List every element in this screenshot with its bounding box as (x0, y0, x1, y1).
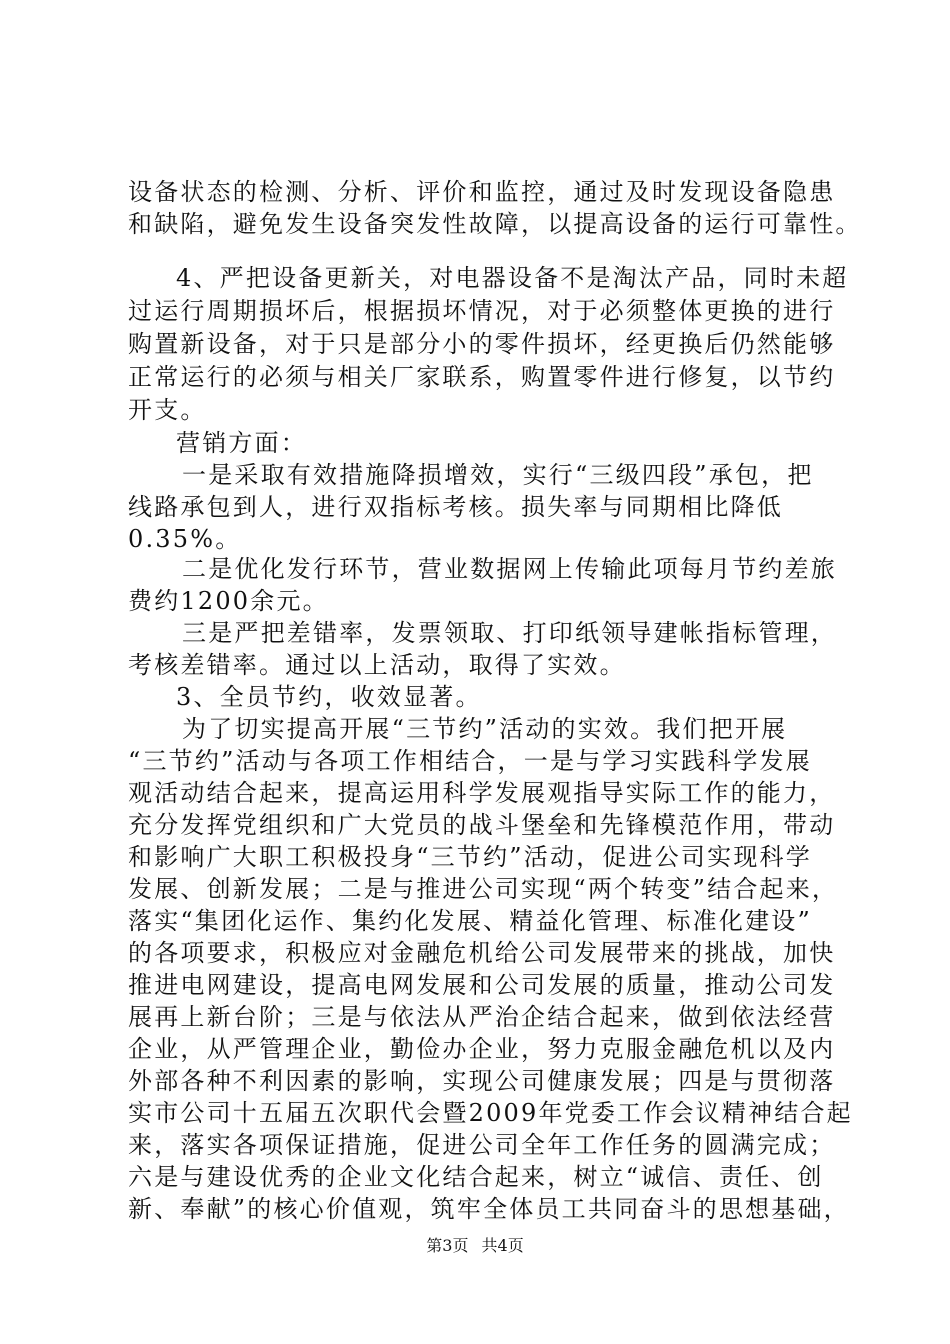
text-line: 六是与建设优秀的企业文化结合起来，树立“诚信、责任、创 (128, 1163, 824, 1191)
text-line: 过运行周期损坏后，根据损坏情况，对于必须整体更换的进行 (128, 297, 836, 325)
section-heading: 3、全员节约，收效显著。 (176, 683, 482, 711)
text-line: 开支。 (128, 396, 207, 424)
text-line: 充分发挥党组织和广大党员的战斗堡垒和先锋模范作用，带动 (128, 811, 836, 839)
text-line: 外部各种不利因素的影响，实现公司健康发展；四是与贯彻落 (128, 1067, 836, 1095)
text-line: 的各项要求，积极应对金融危机给公司发展带来的挑战，加快 (128, 939, 836, 967)
text-line: 和缺陷，避免发生设备突发性故障，以提高设备的运行可靠性。 (128, 210, 862, 238)
text-line: “三节约”活动与各项工作相结合，一是与学习实践科学发展 (128, 747, 812, 775)
text-line: 为了切实提高开展“三节约”活动的实效。我们把开展 (182, 715, 788, 743)
text-line: 费约1200余元。 (128, 587, 329, 615)
text-line: 实市公司十五届五次职代会暨2009年党委工作会议精神结合起 (128, 1099, 853, 1127)
text-line: 二是优化发行环节，营业数据网上传输此项每月节约差旅 (182, 555, 837, 583)
text-line: 设备状态的检测、分析、评价和监控，通过及时发现设备隐患 (128, 178, 836, 206)
text-line: 和影响广大职工积极投身“三节约”活动，促进公司实现科学 (128, 843, 812, 871)
text-line: 落实“集团化运作、集约化发展、精益化管理、标准化建设” (128, 907, 812, 935)
text-line: 正常运行的必须与相关厂家联系，购置零件进行修复，以节约 (128, 363, 836, 391)
section-heading: 营销方面： (176, 429, 307, 457)
text-line: 发展、创新发展；二是与推进公司实现“两个转变”结合起来， (128, 875, 839, 903)
text-line: 三是严把差错率，发票领取、打印纸领导建帐指标管理， (182, 619, 837, 647)
text-line: 一是采取有效措施降损增效，实行“三级四段”承包，把 (182, 461, 814, 489)
text-line: 考核差错率。通过以上活动，取得了实效。 (128, 651, 626, 679)
text-line: 推进电网建设，提高电网发展和公司发展的质量，推动公司发 (128, 971, 836, 999)
text-line: 展再上新台阶；三是与依法从严治企结合起来，做到依法经营 (128, 1003, 836, 1031)
text-line: 0.35%。 (128, 525, 242, 553)
text-line: 来，落实各项保证措施，促进公司全年工作任务的圆满完成； (128, 1131, 836, 1159)
text-line: 企业，从严管理企业，勤俭办企业，努力克服金融危机以及内 (128, 1035, 836, 1063)
text-line: 新、奉献”的核心价值观，筑牢全体员工共同奋斗的思想基础， (128, 1195, 850, 1223)
text-line: 线路承包到人，进行双指标考核。损失率与同期相比降低 (128, 493, 783, 521)
text-line: 4、严把设备更新关，对电器设备不是淘汰产品，同时未超 (176, 264, 849, 292)
text-line: 购置新设备，对于只是部分小的零件损坏，经更换后仍然能够 (128, 330, 836, 358)
page-total: 共4页 (481, 1236, 524, 1255)
page-footer (0, 1236, 950, 1256)
page-number: 第3页 (426, 1236, 469, 1255)
text-line: 观活动结合起来，提高运用科学发展观指导实际工作的能力， (128, 779, 836, 807)
